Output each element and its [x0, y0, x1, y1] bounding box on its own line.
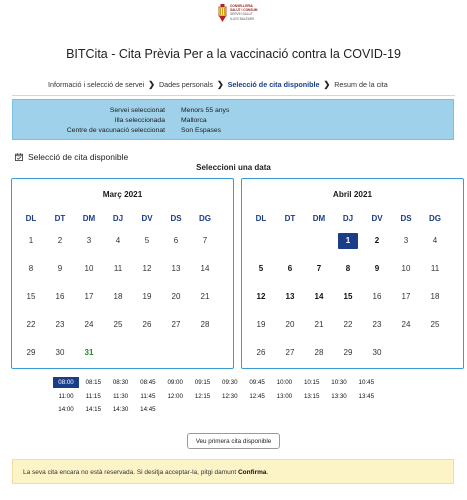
first-available-button[interactable]: Veu primera cita disponible — [187, 433, 280, 449]
calendar-day[interactable]: 20 — [171, 292, 181, 301]
summary-value: Son Espases — [181, 127, 222, 134]
calendar-march — [11, 178, 234, 369]
time-slot[interactable]: 14:45 — [140, 406, 156, 413]
steps-divider — [12, 95, 455, 96]
weekday-header: DG — [199, 214, 211, 223]
calendar-day[interactable]: 1 — [28, 236, 34, 245]
calendar-day[interactable]: 10 — [401, 264, 411, 273]
org-line: SALUT I CONSUM — [230, 8, 258, 13]
time-slot[interactable]: 13:00 — [276, 392, 293, 400]
calendar-day[interactable]: 26 — [256, 348, 266, 357]
time-slot[interactable]: 10:15 — [303, 379, 320, 386]
time-slot[interactable]: 08:00 — [53, 377, 79, 388]
time-slot[interactable]: 09:00 — [167, 379, 183, 386]
calendar-day[interactable]: 9 — [374, 264, 380, 273]
calendar-day[interactable]: 13 — [285, 292, 295, 301]
calendar-day[interactable]: 14 — [314, 292, 324, 301]
summary-value: Mallorca — [181, 117, 207, 124]
org-logo — [218, 4, 270, 24]
time-slot[interactable]: 11:30 — [113, 392, 129, 400]
alert-text: La seva cita encara no està reservada. Si desitja acceptar-la, pitgi damunt — [23, 469, 238, 476]
summary-label: Centre de vacunació seleccionat — [66, 127, 165, 134]
calendar-day[interactable]: 15 — [26, 292, 36, 301]
time-slot[interactable]: 09:30 — [222, 379, 238, 386]
calendar-day[interactable]: 13 — [171, 264, 181, 273]
chevron-right-icon: ❯ — [216, 80, 224, 89]
weekday-header: DS — [170, 214, 182, 223]
weekday-header: DV — [371, 214, 383, 223]
calendar-day[interactable]: 24 — [84, 320, 94, 329]
calendar-day[interactable]: 29 — [26, 348, 36, 357]
calendar-day[interactable]: 3 — [403, 236, 409, 245]
calendar-day[interactable]: 25 — [430, 320, 440, 329]
calendar-day[interactable]: 21 — [200, 292, 210, 301]
calendar-day[interactable]: 16 — [55, 292, 65, 301]
calendar-day[interactable]: 1 — [338, 233, 358, 249]
calendar-day[interactable]: 25 — [113, 320, 123, 329]
weekday-header: DL — [255, 214, 267, 223]
calendar-day[interactable]: 27 — [171, 320, 181, 329]
time-slot[interactable]: 11:45 — [140, 392, 156, 400]
calendar-day[interactable]: 23 — [55, 320, 65, 329]
calendar-day[interactable]: 10 — [84, 264, 94, 273]
calendar-day[interactable]: 11 — [430, 264, 440, 273]
calendar-day[interactable]: 15 — [343, 292, 353, 301]
section-heading — [15, 152, 128, 162]
time-slot[interactable]: 11:15 — [85, 392, 101, 400]
time-slot[interactable]: 12:15 — [194, 392, 211, 400]
time-slot[interactable]: 13:15 — [303, 392, 320, 400]
section-title: Selecció de cita disponible — [28, 152, 129, 162]
time-slot[interactable]: 13:30 — [331, 392, 347, 400]
calendar-day[interactable]: 19 — [142, 292, 152, 301]
time-slot[interactable]: 08:45 — [140, 379, 156, 386]
weekday-header: DS — [400, 214, 412, 223]
calendar-day[interactable]: 7 — [316, 264, 322, 273]
step-personal-data[interactable]: Dades personals — [158, 80, 213, 89]
calendar-month-title: Abril 2021 — [332, 190, 373, 199]
alert-end: . — [266, 469, 269, 476]
wizard-steps — [48, 80, 458, 89]
time-slot[interactable]: 11:00 — [58, 392, 74, 400]
time-slot[interactable]: 08:15 — [85, 379, 102, 386]
calendar-check-icon — [15, 153, 23, 161]
calendar-day[interactable]: 17 — [84, 292, 94, 301]
select-date-label: Seleccioni una data — [196, 163, 271, 172]
calendar-day[interactable]: 16 — [372, 292, 382, 301]
calendar-day[interactable]: 14 — [200, 264, 210, 273]
calendar-day[interactable]: 6 — [173, 236, 179, 245]
calendar-day[interactable]: 21 — [314, 320, 324, 329]
step-summary[interactable]: Resum de la cita — [334, 80, 388, 89]
time-slot[interactable]: 10:00 — [276, 379, 293, 386]
calendar-day[interactable]: 29 — [343, 348, 353, 357]
calendar-day[interactable]: 2 — [57, 236, 63, 245]
page-title: BITCita - Cita Prèvia Per a la vaccinació contra la COVID-19 — [66, 47, 401, 61]
calendar-day[interactable]: 24 — [401, 320, 411, 329]
calendar-day[interactable]: 6 — [287, 264, 293, 273]
time-slot[interactable]: 09:15 — [194, 379, 211, 386]
summary-label: Illa seleccionada — [114, 117, 165, 124]
weekday-header: DG — [429, 214, 441, 223]
calendar-day[interactable]: 12 — [256, 292, 266, 301]
calendar-day[interactable]: 30 — [372, 348, 382, 357]
calendar-day[interactable]: 12 — [142, 264, 152, 273]
time-slot[interactable]: 08:30 — [112, 379, 129, 386]
calendar-day[interactable]: 23 — [372, 320, 382, 329]
time-slot[interactable]: 14:00 — [58, 406, 74, 413]
step-select-appointment[interactable]: Selecció de cita disponible — [227, 80, 320, 89]
time-slot[interactable]: 10:45 — [358, 379, 375, 386]
chevron-right-icon: ❯ — [323, 80, 331, 89]
summary-label: Servei seleccionat — [109, 107, 165, 114]
calendar-day[interactable]: 7 — [202, 236, 208, 245]
time-slot[interactable]: 12:00 — [167, 392, 183, 400]
calendar-day[interactable]: 20 — [285, 320, 295, 329]
weekday-header: DM — [312, 214, 326, 223]
step-service[interactable]: Informació i selecció de servei — [48, 80, 145, 89]
calendar-day[interactable]: 18 — [113, 292, 123, 301]
weekday-header: DM — [82, 214, 96, 223]
weekday-header: DV — [141, 214, 153, 223]
calendar-day[interactable]: 27 — [285, 348, 295, 357]
time-slot[interactable]: 13:45 — [358, 392, 375, 400]
calendar-day[interactable]: 4 — [115, 236, 121, 245]
calendar-day[interactable]: 31 — [84, 348, 94, 357]
calendar-day[interactable]: 4 — [432, 236, 438, 245]
calendar-day[interactable]: 2 — [374, 236, 380, 245]
calendar-day[interactable]: 19 — [256, 320, 266, 329]
weekday-header: DT — [284, 214, 296, 223]
calendar-day[interactable]: 22 — [26, 320, 36, 329]
calendar-day[interactable]: 5 — [144, 236, 150, 245]
summary-value: Menors 55 anys — [181, 107, 230, 114]
coat-of-arms-icon — [218, 4, 227, 24]
calendar-day[interactable]: 22 — [343, 320, 353, 329]
weekday-header: DT — [54, 214, 66, 223]
org-name — [230, 4, 270, 21]
weekday-header: DJ — [342, 214, 354, 223]
calendar-day[interactable]: 17 — [401, 292, 411, 301]
reservation-alert — [12, 459, 454, 484]
org-line: CONSELLERIA — [230, 4, 253, 8]
calendar-day[interactable]: 5 — [258, 264, 264, 273]
time-slot[interactable]: 09:45 — [249, 379, 265, 386]
calendar-day[interactable]: 11 — [113, 264, 123, 273]
org-line: SERVEI SALUT — [230, 12, 253, 17]
calendar-day[interactable]: 8 — [345, 264, 351, 273]
calendar-day[interactable]: 28 — [200, 320, 210, 329]
calendar-day[interactable]: 28 — [314, 348, 324, 357]
calendar-april — [241, 178, 464, 369]
calendar-day[interactable]: 9 — [57, 264, 63, 273]
weekday-header: DJ — [112, 214, 124, 223]
calendar-day[interactable]: 18 — [430, 292, 440, 301]
org-line: ILLES BALEARS — [230, 16, 255, 21]
time-slot[interactable]: 12:30 — [222, 392, 238, 400]
calendar-day[interactable]: 8 — [28, 264, 34, 273]
time-slot[interactable]: 10:30 — [331, 379, 347, 386]
chevron-right-icon: ❯ — [148, 80, 155, 89]
calendar-month-title: Març 2021 — [102, 190, 143, 199]
time-slot[interactable]: 12:45 — [249, 392, 265, 400]
time-slot[interactable]: 14:15 — [85, 406, 102, 413]
confirm-keyword: Confirma — [237, 469, 267, 476]
calendar-day[interactable]: 26 — [142, 320, 152, 329]
weekday-header: DL — [25, 214, 37, 223]
calendar-day[interactable]: 30 — [55, 348, 65, 357]
selection-summary — [12, 99, 454, 140]
time-slot[interactable]: 14:30 — [112, 406, 129, 413]
calendar-day[interactable]: 3 — [86, 236, 92, 245]
